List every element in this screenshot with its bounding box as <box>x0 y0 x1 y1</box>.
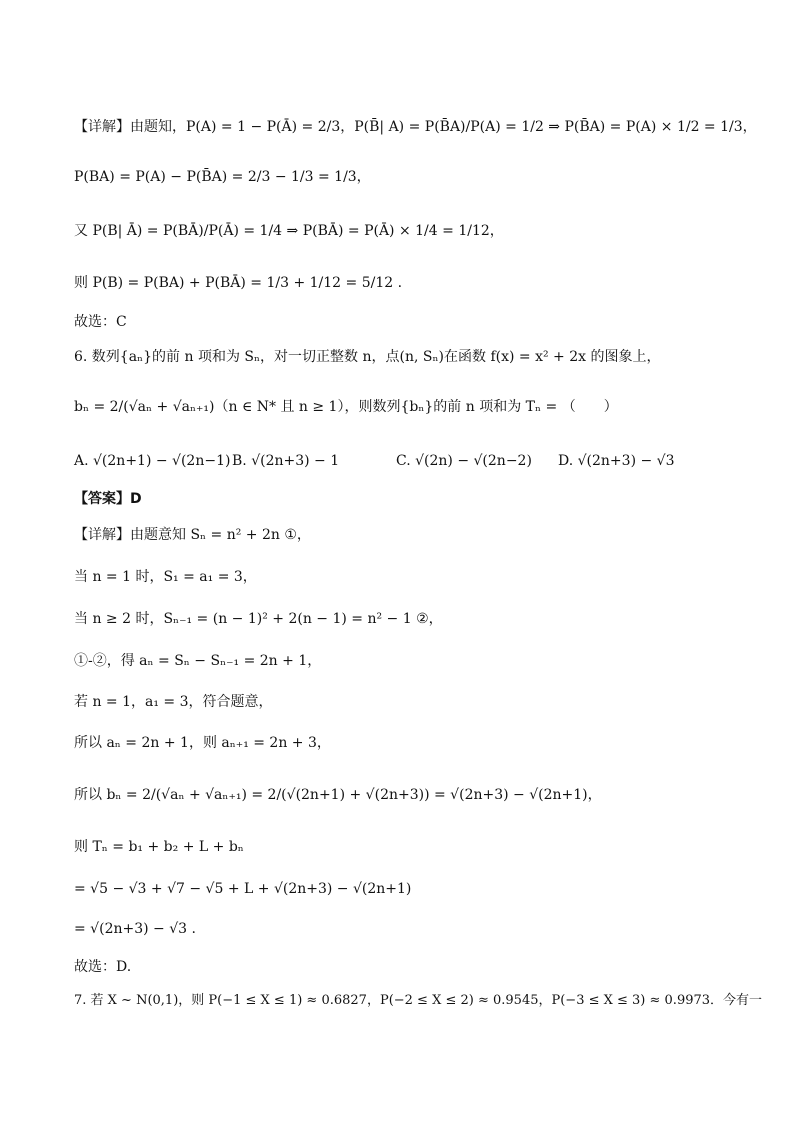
solution-5-line-2: P(BA) = P(A) − P(B̄A) = 2/3 − 1/3 = 1/3， <box>74 169 371 185</box>
answer-choice-5: 故选：C <box>74 314 127 330</box>
solution-6-line-7: 所以 bₙ = 2/(√aₙ + √aₙ₊₁) = 2/(√(2n+1) + √(2n+3)) = √(2n+3) − √(2n+1)， <box>74 787 602 803</box>
option-a: A. √(2n+1) − √(2n−1) <box>74 453 231 469</box>
question-6-formula: bₙ = 2/(√aₙ + √aₙ₊₁)（n ∈ N* 且 n ≥ 1），则数列{bₙ}的前 n 项和为 Tₙ = （ ） <box>74 399 618 415</box>
option-c: C. √(2n) − √(2n−2) <box>396 453 532 469</box>
answer-choice-6: 故选：D. <box>74 959 132 975</box>
solution-6-line-6: 所以 aₙ = 2n + 1，则 aₙ₊₁ = 2n + 3， <box>74 735 331 751</box>
answer-label: 【答案】D <box>74 491 142 507</box>
question-6-stem: 6. 数列{aₙ}的前 n 项和为 Sₙ，对一切正整数 n，点(n, Sₙ)在函数 f(x) = x² + 2x 的图象上， <box>74 349 661 365</box>
option-b: B. √(2n+3) − 1 <box>232 453 340 469</box>
solution-6-line-2: 当 n = 1 时，S₁ = a₁ = 3， <box>74 569 257 585</box>
solution-5-line-1: 【详解】由题知，P(A) = 1 − P(Ā) = 2/3，P(B̄| A) = P(B̄A)/P(A) = 1/2 ⇒ P(B̄A) = P(A) × 1/2 = 1/3， <box>74 119 757 135</box>
solution-6-line-1: 【详解】由题意知 Sₙ = n² + 2n ①， <box>74 527 311 543</box>
solution-6-line-3: 当 n ≥ 2 时，Sₙ₋₁ = (n − 1)² + 2(n − 1) = n² − 1 ②， <box>74 611 443 627</box>
solution-6-line-8: 则 Tₙ = b₁ + b₂ + L + bₙ <box>74 839 244 855</box>
solution-6-line-4: ①-②，得 aₙ = Sₙ − Sₙ₋₁ = 2n + 1， <box>74 653 322 669</box>
question-7-stem: 7. 若 X ~ N(0,1)，则 P(−1 ≤ X ≤ 1) ≈ 0.6827，P(−2 ≤ X ≤ 2) ≈ 0.9545，P(−3 ≤ X ≤ 3) ≈ 0.9973．今有一 <box>74 993 763 1008</box>
option-d: D. √(2n+3) − √3 <box>558 453 675 469</box>
solution-6-line-10: = √(2n+3) − √3 . <box>74 921 196 937</box>
solution-6-line-5: 若 n = 1，a₁ = 3，符合题意， <box>74 694 273 710</box>
solution-6-line-9: = √5 − √3 + √7 − √5 + L + √(2n+3) − √(2n+1) <box>74 881 412 897</box>
solution-5-line-3: 又 P(B| Ā) = P(BĀ)/P(Ā) = 1/4 ⇒ P(BĀ) = P(Ā) × 1/4 = 1/12， <box>74 223 504 239</box>
solution-5-line-4: 则 P(B) = P(BA) + P(BĀ) = 1/3 + 1/12 = 5/12 . <box>74 275 403 291</box>
